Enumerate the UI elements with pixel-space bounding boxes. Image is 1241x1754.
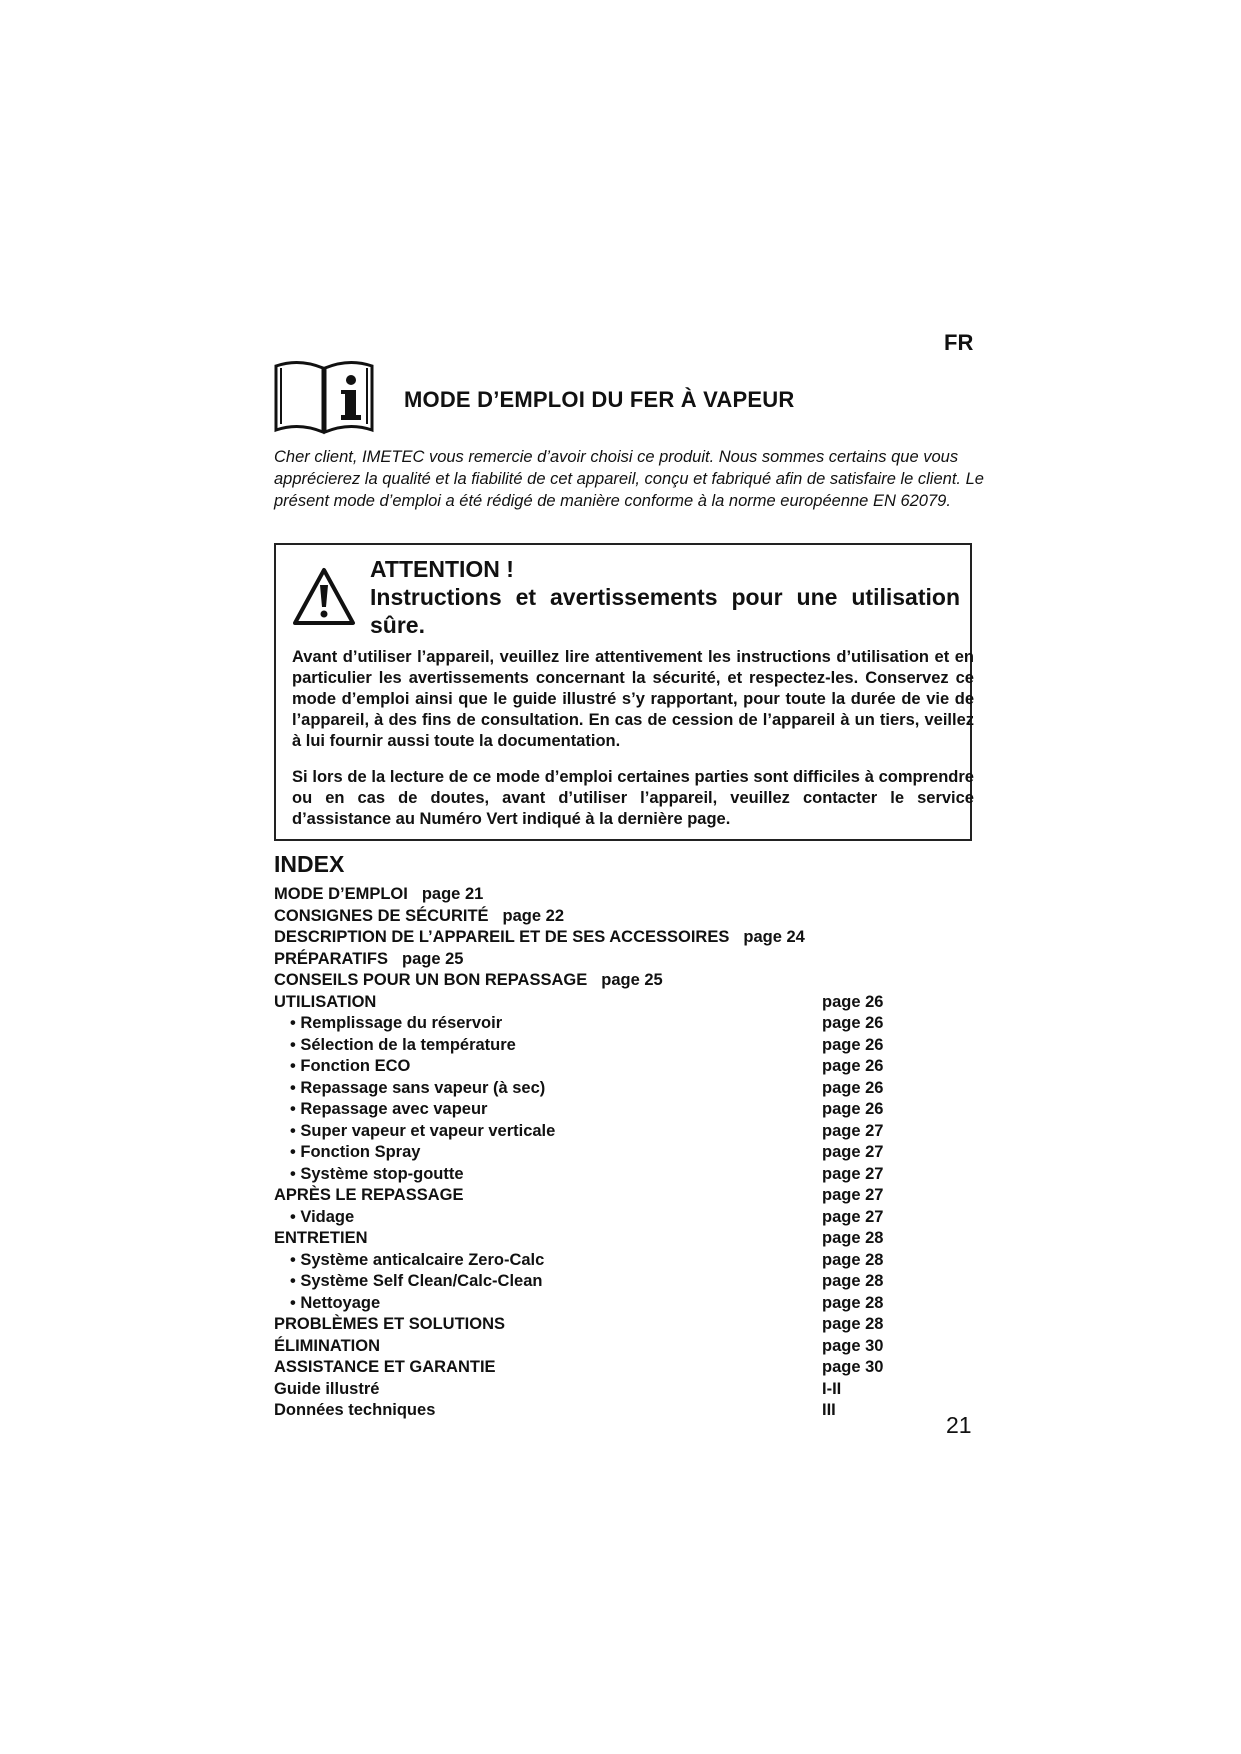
index-entry [274,1142,934,1164]
index-label: • Vidage [290,1207,355,1226]
info-book-icon [273,360,375,436]
index-label: • Système stop-goutte [290,1164,464,1183]
index-entry [274,1293,934,1315]
language-code: FR [944,330,974,355]
index-entry [274,1207,934,1229]
warning-heading-block [370,555,960,639]
index-label: • Système anticalcaire Zero-Calc [290,1250,545,1269]
index-page: page 27 [822,1207,884,1226]
index-label: • Sélection de la température [290,1035,516,1054]
warning-heading: ATTENTION ! [370,556,514,582]
index-page: page 28 [822,1229,884,1247]
index-label: UTILISATION [274,992,377,1011]
index-label: ÉLIMINATION [274,1336,381,1355]
index-entry [274,1056,934,1078]
index-entry [274,1250,934,1272]
index-entry [274,906,934,928]
index-entry [274,1035,934,1057]
index-label: CONSIGNES DE SÉCURITÉ [274,906,489,925]
index-page: page 27 [822,1121,884,1140]
page-title: MODE D’EMPLOI DU FER À VAPEUR [404,387,795,412]
index-entry [274,1121,934,1143]
intro-paragraph: Cher client, IMETEC vous remercie d’avoir choisi ce produit. Nous sommes certains que vous apprécierez la qualité et la fiabilité de cet appareil, conçu et fabriqué afin de satisfaire le client. Le présent mode d’emploi a été rédigé de manière conforme à la norme européenne EN 62079. [274,448,984,510]
index-label: DESCRIPTION DE L’APPAREIL ET DE SES ACCESSOIRES [274,928,730,946]
index-entry [274,1271,934,1293]
index-label: PROBLÈMES ET SOLUTIONS [274,1315,506,1333]
index-page: page 30 [822,1336,884,1355]
warning-subheading: Instructions et avertissements pour une utilisation sûre. [370,584,960,638]
index-entry [274,1357,934,1379]
warning-triangle-icon [292,567,356,627]
index-page: page 26 [822,1078,884,1097]
index-label: • Nettoyage [290,1293,381,1312]
index-label: CONSEILS POUR UN BON REPASSAGE [274,971,588,989]
index-entry [274,1099,934,1121]
index-page: page 22 [502,906,564,925]
index-entry [274,1164,934,1186]
index-entry [274,1078,934,1100]
index-page: page 26 [822,1057,884,1075]
index-label: Données techniques [274,1401,436,1419]
index-page: page 25 [401,949,464,968]
index-page: page 21 [421,885,484,903]
index-label: PRÉPARATIFS [274,949,388,968]
index-entry [274,1379,934,1401]
index-entry [274,1185,934,1207]
index-page: III [822,1401,836,1419]
index-label: APRÈS LE REPASSAGE [274,1186,464,1204]
index-page: page 26 [822,992,884,1011]
index-page: page 30 [822,1358,884,1376]
index-title: INDEX [274,851,345,877]
index-page: page 28 [822,1315,884,1333]
index-page: page 24 [743,928,805,946]
warning-paragraph-2: Si lors de la lecture de ce mode d’emploi certaines parties sont difficiles à comprendre ou en cas de doutes, avant d’utiliser l’appareil, veuillez contacter le service d’assistance au Numéro Vert indiqué à la dernière page. [292,768,974,828]
index-label: • Super vapeur et vapeur verticale [290,1121,556,1140]
index-entry [274,884,934,906]
index-entry [274,1228,934,1250]
warning-paragraph-1: Avant d’utiliser l’appareil, veuillez lire attentivement les instructions d’utilisation et en particulier les avertissements concernant la sécurité, et respectez-les. Conservez ce mode d’emploi ainsi que le guide illustré s’y rapportant, pour toute la durée de vie de l’appareil, à des fins de consultation. En cas de cession de l’appareil à un tiers, veillez à lui fournir aussi toute la documentation. [292,648,974,750]
index-list [274,884,934,1422]
index-page: page 28 [822,1272,884,1290]
index-label: Guide illustré [274,1379,380,1398]
index-label: MODE D’EMPLOI [274,885,408,903]
index-entry [274,1013,934,1035]
index-entry [274,970,934,992]
index-entry [274,1400,934,1422]
index-label: • Remplissage du réservoir [290,1014,503,1032]
index-page: page 27 [822,1186,884,1204]
index-label: • Fonction ECO [290,1057,411,1075]
index-label: ASSISTANCE ET GARANTIE [274,1358,496,1376]
index-page: page 26 [822,1100,884,1118]
index-page: page 26 [822,1035,884,1054]
index-entry [274,992,934,1014]
safety-warning-box [274,543,972,841]
index-label: • Repassage avec vapeur [290,1100,488,1118]
index-entry [274,949,934,971]
index-page: page 28 [822,1293,884,1312]
index-entry [274,927,934,949]
index-entry [274,1336,934,1358]
index-page: page 27 [822,1143,884,1161]
index-label: • Système Self Clean/Calc-Clean [290,1272,543,1290]
index-label: • Fonction Spray [290,1143,421,1161]
index-label: ENTRETIEN [274,1229,368,1247]
index-page: page 28 [822,1250,884,1269]
index-page: page 27 [822,1164,884,1183]
page-number: 21 [946,1412,972,1438]
index-label: • Repassage sans vapeur (à sec) [290,1078,546,1097]
index-page: I-II [822,1379,842,1398]
index-entry [274,1314,934,1336]
index-page: page 26 [822,1014,884,1032]
index-page: page 25 [601,971,663,989]
